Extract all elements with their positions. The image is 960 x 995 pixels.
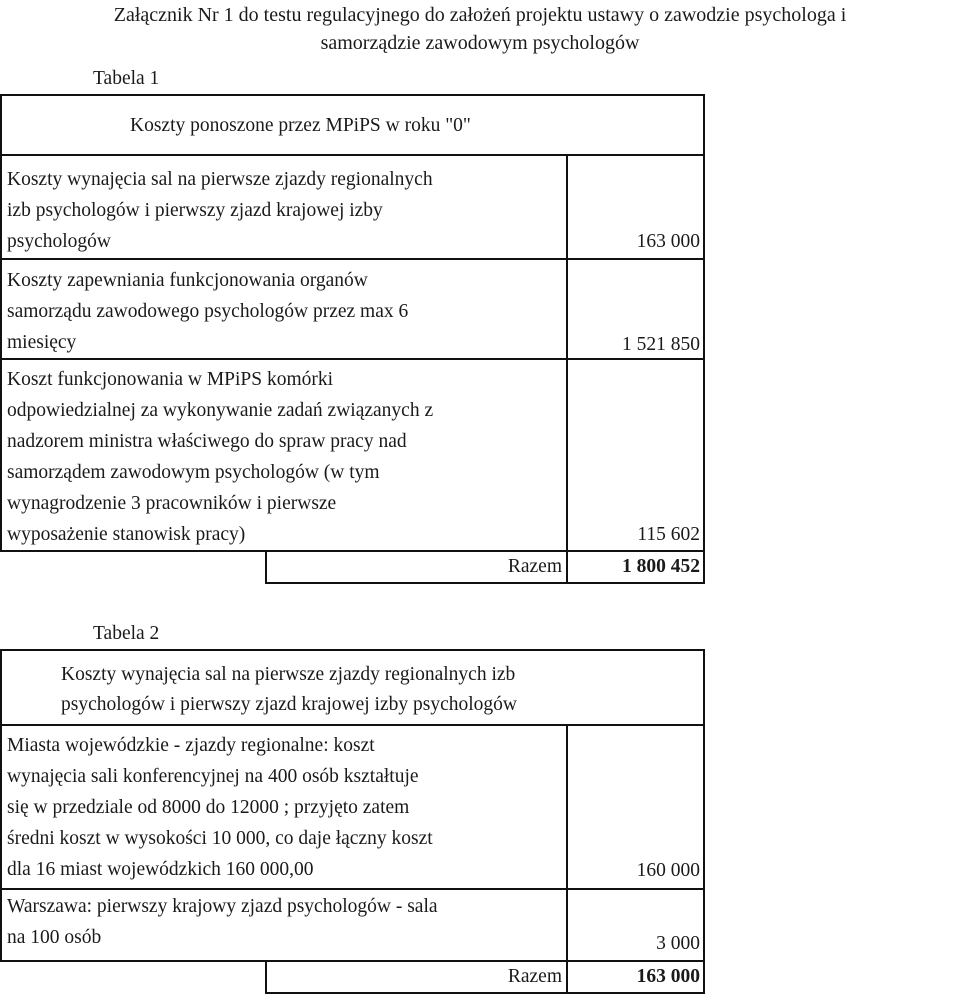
document-header-line1: Załącznik Nr 1 do testu regulacyjnego do założeń projektu ustawy o zawodzie psychologa i <box>113 4 847 26</box>
table2-left-border <box>0 726 2 962</box>
table1-left-border <box>0 156 2 550</box>
table2-title-line1: Koszty wynajęcia sal na pierwsze zjazdy regionalnych izb <box>61 664 516 685</box>
table2-total-value: 163 000 <box>636 966 700 987</box>
table2-row2-description: Warszawa: pierwszy krajowy zjazd psychologów - sala na 100 osób <box>7 896 438 948</box>
table2-right-border <box>703 726 705 994</box>
table1-row2-amount: 1 521 850 <box>622 334 700 355</box>
table1-label: Tabela 1 <box>93 68 160 89</box>
document-header-line2: samorządzie zawodowym psychologów <box>320 32 640 54</box>
table1-row2-description: Koszty zapewniania funkcjonowania organów samorządu zawodowego psychologów przez max 6 miesięcy <box>7 270 409 353</box>
table1-bottom-border <box>265 582 705 584</box>
table2-bottom-border <box>265 992 705 994</box>
table1-row1-description: Koszty wynajęcia sal na pierwsze zjazdy regionalnych izb psychologów i pierwszy zjazd krajowej izby psychologów <box>7 169 433 252</box>
table2-title-line2: psychologów i pierwszy zjazd krajowej izby psychologów <box>61 694 517 715</box>
table2-row1-description: Miasta wojewódzkie - zjazdy regionalne: koszt wynajęcia sali konferencyjnej na 400 osób kształtuje się w przedziale od 8000 do 12000 ; przyjęto zatem średni koszt w wysokości 10 000, co daje łączny koszt dla 16 miast wojewódzkich 160 000,00 <box>7 735 433 880</box>
table1-title: Koszty ponoszone przez MPiPS w roku "0" <box>130 115 471 136</box>
table2-row1-amount: 160 000 <box>636 860 700 881</box>
table1-row3-amount: 115 602 <box>637 524 700 545</box>
table1-right-border <box>703 156 705 584</box>
table1-total-value: 1 800 452 <box>622 556 700 577</box>
table1-row1-amount: 163 000 <box>636 231 700 252</box>
table1-row3-description: Koszt funkcjonowania w MPiPS komórki odpowiedzialnej za wykonywanie zadań związanych z nadzorem ministra właściwego do spraw pracy nad samorządem zawodowym psychologów (w tym wynagrodzenie 3 pracowników i pierwsze wyposażenie stanowisk pracy) <box>7 369 434 545</box>
table2-total-label: Razem <box>507 966 562 987</box>
table1-total-label: Razem <box>507 556 562 577</box>
table2-row2-amount: 3 000 <box>656 933 700 954</box>
table2-label: Tabela 2 <box>93 623 160 644</box>
table1-row-divider <box>0 258 705 260</box>
table2-row-divider <box>0 888 705 890</box>
